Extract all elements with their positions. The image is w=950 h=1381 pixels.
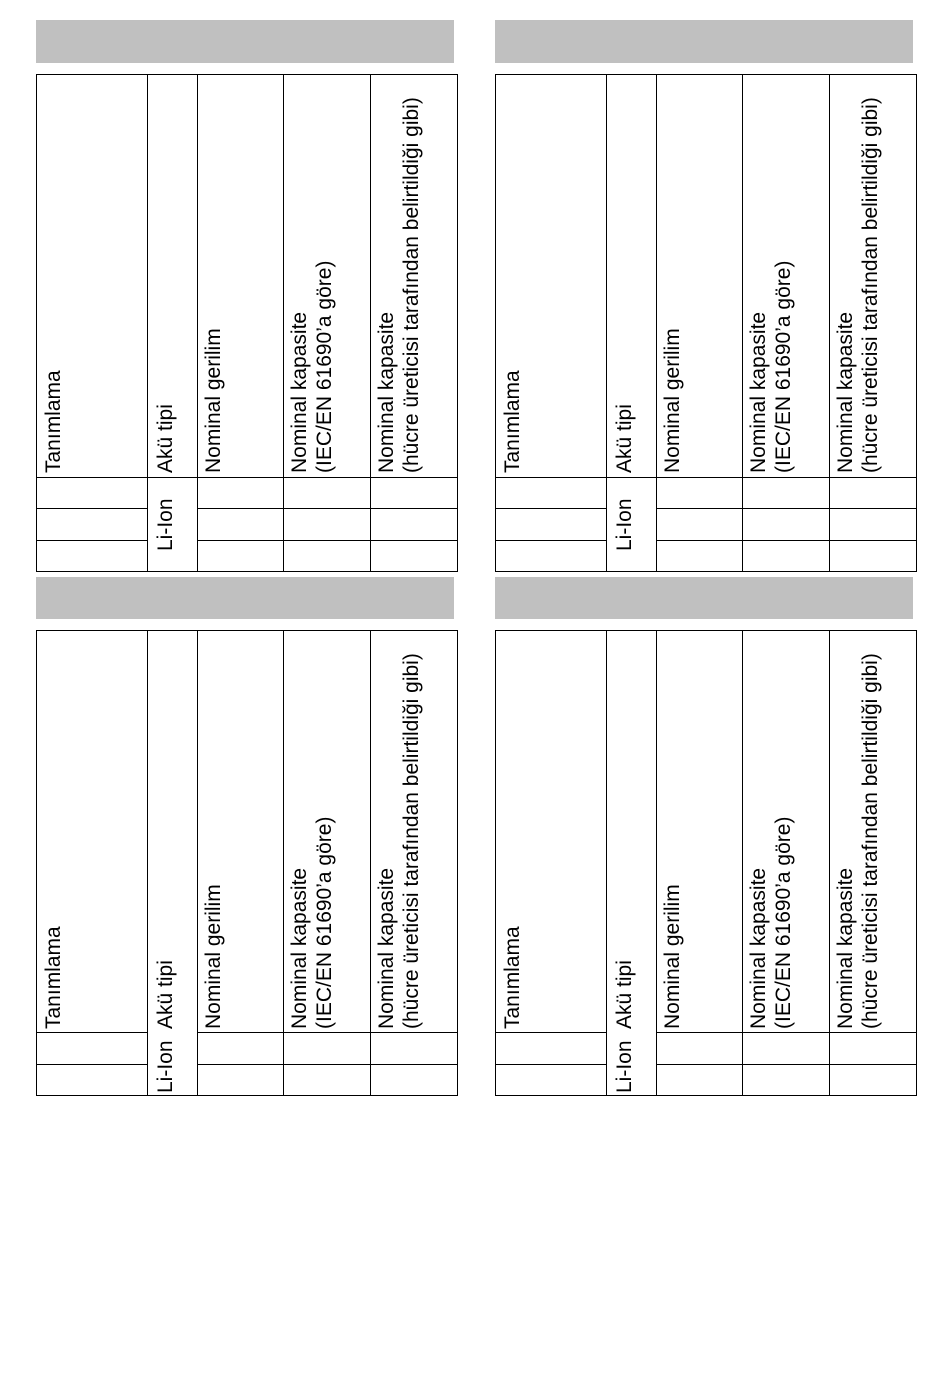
nominal-voltage-label: Nominal gerilim xyxy=(202,884,225,1029)
divider xyxy=(370,631,371,1095)
divider xyxy=(496,540,606,541)
divider xyxy=(147,631,148,1095)
nominal-voltage-label: Nominal gerilim xyxy=(202,328,225,473)
divider xyxy=(829,631,830,1095)
divider xyxy=(283,75,284,571)
nominal-voltage-label: Nominal gerilim xyxy=(661,884,684,1029)
divider xyxy=(370,75,371,571)
divider xyxy=(37,1032,147,1033)
battery-label xyxy=(36,74,458,572)
designation-label: Tanımlama xyxy=(42,370,65,473)
divider xyxy=(742,631,743,1095)
nominal-capacity-cell-label: Nominal kapasite xyxy=(375,867,398,1029)
divider xyxy=(147,75,148,571)
divider xyxy=(37,508,147,509)
label-header-bar xyxy=(36,577,454,619)
divider xyxy=(197,631,198,1095)
nominal-capacity-cell-label: Nominal kapasite xyxy=(834,867,857,1029)
battery-label xyxy=(36,630,458,1096)
battery-chemistry: Li-Ion xyxy=(613,498,636,551)
designation-label: Tanımlama xyxy=(501,926,524,1029)
divider xyxy=(197,540,457,541)
divider xyxy=(742,75,743,571)
label-header-bar xyxy=(495,577,913,619)
nominal-capacity-cell-note: (hücre üreticisi tarafından belirtildiği gibi) xyxy=(400,653,423,1029)
divider xyxy=(37,540,147,541)
nominal-capacity-iec-note: (IEC/EN 61690’a göre) xyxy=(772,260,795,473)
divider xyxy=(606,75,607,571)
nominal-capacity-iec-label: Nominal kapasite xyxy=(747,867,770,1029)
battery-label xyxy=(495,74,917,572)
divider xyxy=(656,540,916,541)
nominal-capacity-iec-label: Nominal kapasite xyxy=(747,311,770,473)
divider xyxy=(656,508,916,509)
battery-type-label: Akü tipi xyxy=(154,960,177,1029)
divider xyxy=(496,1064,606,1065)
nominal-capacity-cell-label: Nominal kapasite xyxy=(834,311,857,473)
divider xyxy=(496,1032,606,1033)
nominal-capacity-cell-note: (hücre üreticisi tarafından belirtildiği gibi) xyxy=(859,97,882,473)
nominal-capacity-cell-note: (hücre üreticisi tarafından belirtildiği gibi) xyxy=(859,653,882,1029)
divider xyxy=(37,477,457,478)
divider xyxy=(656,1064,916,1065)
nominal-capacity-iec-label: Nominal kapasite xyxy=(288,867,311,1029)
designation-label: Tanımlama xyxy=(42,926,65,1029)
nominal-capacity-iec-label: Nominal kapasite xyxy=(288,311,311,473)
divider xyxy=(37,1064,147,1065)
divider xyxy=(197,75,198,571)
designation-label: Tanımlama xyxy=(501,370,524,473)
divider xyxy=(606,631,607,1095)
divider xyxy=(197,508,457,509)
nominal-capacity-iec-note: (IEC/EN 61690’a göre) xyxy=(313,816,336,1029)
divider xyxy=(829,75,830,571)
battery-chemistry: Li-Ion xyxy=(613,1040,636,1093)
divider xyxy=(656,75,657,571)
nominal-capacity-iec-note: (IEC/EN 61690’a göre) xyxy=(772,816,795,1029)
battery-type-label: Akü tipi xyxy=(613,960,636,1029)
divider xyxy=(197,1064,457,1065)
divider xyxy=(283,631,284,1095)
battery-chemistry: Li-Ion xyxy=(154,1040,177,1093)
label-header-bar xyxy=(36,20,454,63)
divider xyxy=(496,508,606,509)
nominal-capacity-iec-note: (IEC/EN 61690’a göre) xyxy=(313,260,336,473)
nominal-voltage-label: Nominal gerilim xyxy=(661,328,684,473)
divider xyxy=(656,631,657,1095)
battery-label xyxy=(495,630,917,1096)
divider xyxy=(496,477,916,478)
divider xyxy=(656,1032,916,1033)
label-header-bar xyxy=(495,20,913,63)
nominal-capacity-cell-note: (hücre üreticisi tarafından belirtildiği gibi) xyxy=(400,97,423,473)
nominal-capacity-cell-label: Nominal kapasite xyxy=(375,311,398,473)
battery-type-label: Akü tipi xyxy=(154,404,177,473)
divider xyxy=(197,1032,457,1033)
battery-type-label: Akü tipi xyxy=(613,404,636,473)
battery-chemistry: Li-Ion xyxy=(154,498,177,551)
